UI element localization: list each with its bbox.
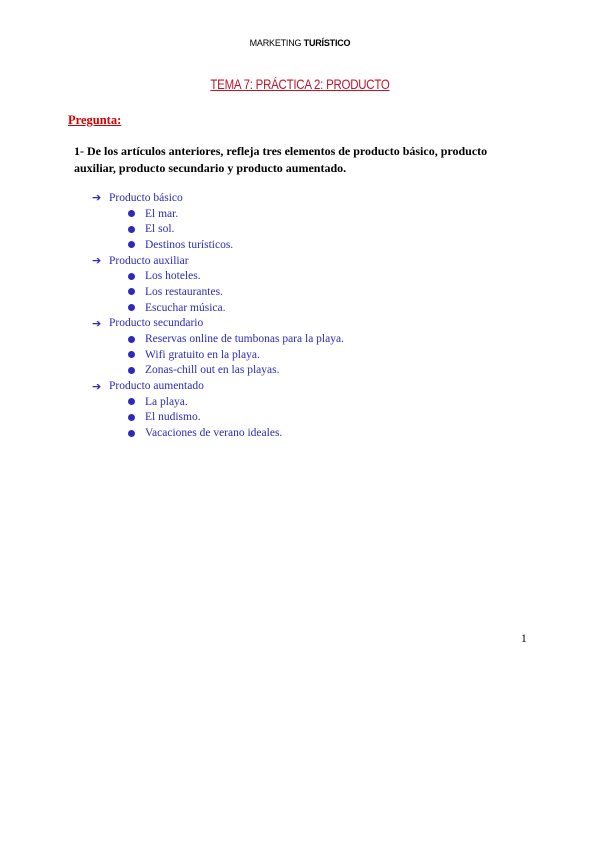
bullet-icon: [128, 210, 135, 217]
item-text: Escuchar música.: [145, 301, 226, 314]
list-item: [92, 347, 344, 363]
bullet-icon: [128, 430, 135, 437]
bullet-icon: [128, 367, 135, 374]
category-label: Producto aumentado: [109, 380, 204, 393]
item-list: [92, 331, 344, 378]
item-text: El sol.: [145, 223, 175, 236]
bullet-icon: [128, 398, 135, 405]
bullet-icon: [128, 414, 135, 421]
list-item: [92, 410, 344, 426]
item-text: Destinos turísticos.: [145, 238, 234, 251]
bullet-icon: [128, 241, 135, 248]
category-producto-basico: [92, 190, 344, 206]
bullet-icon: [128, 288, 135, 295]
list-item: [92, 284, 344, 300]
bullet-icon: [128, 351, 135, 358]
bullet-icon: [128, 304, 135, 311]
list-item: [92, 268, 344, 284]
item-text: Wifi gratuito en la playa.: [145, 348, 260, 361]
arrow-right-icon: ➔: [92, 316, 102, 330]
category-label: Producto básico: [109, 191, 183, 204]
bullet-icon: [128, 273, 135, 280]
answer-list: [92, 190, 344, 441]
list-item: [92, 331, 344, 347]
item-text: El mar.: [145, 207, 179, 220]
header-emphasis: TURÍSTICO: [303, 38, 351, 48]
item-text: El nudismo.: [145, 411, 201, 424]
item-text: Los restaurantes.: [145, 285, 223, 298]
item-list: [92, 268, 344, 315]
category-producto-aumentado: [92, 378, 344, 394]
list-item: [92, 363, 344, 379]
category-producto-secundario: [92, 316, 344, 332]
question-label: Pregunta:: [68, 113, 122, 127]
bullet-icon: [128, 336, 135, 343]
item-list: [92, 206, 344, 253]
category-label: Producto secundario: [109, 317, 204, 330]
list-item: [92, 237, 344, 253]
question-text: 1- De los artículos anteriores, refleja tres elementos de producto básico, producto auxiliar, producto secundario y producto aumentado.: [74, 144, 488, 175]
item-text: Vacaciones de verano ideales.: [145, 427, 283, 440]
header-prefix: MARKETING: [249, 38, 302, 48]
page-title: TEMA 7: PRÁCTICA 2: PRODUCTO: [210, 76, 390, 92]
list-item: [92, 221, 344, 237]
bullet-icon: [128, 226, 135, 233]
arrow-right-icon: ➔: [92, 191, 102, 205]
page-header: [0, 38, 600, 48]
item-text: Reservas online de tumbonas para la playa.: [145, 333, 344, 346]
item-list: [92, 394, 344, 441]
item-text: La playa.: [145, 395, 188, 408]
arrow-right-icon: ➔: [92, 379, 102, 393]
item-text: Los hoteles.: [145, 270, 201, 283]
list-item: [92, 394, 344, 410]
category-label: Producto auxiliar: [109, 254, 189, 267]
item-text: Zonas-chill out en las playas.: [145, 364, 280, 377]
list-item: [92, 206, 344, 222]
category-producto-auxiliar: [92, 253, 344, 269]
page-number: 1: [521, 633, 527, 645]
arrow-right-icon: ➔: [92, 254, 102, 268]
list-item: [92, 425, 344, 441]
list-item: [92, 300, 344, 316]
